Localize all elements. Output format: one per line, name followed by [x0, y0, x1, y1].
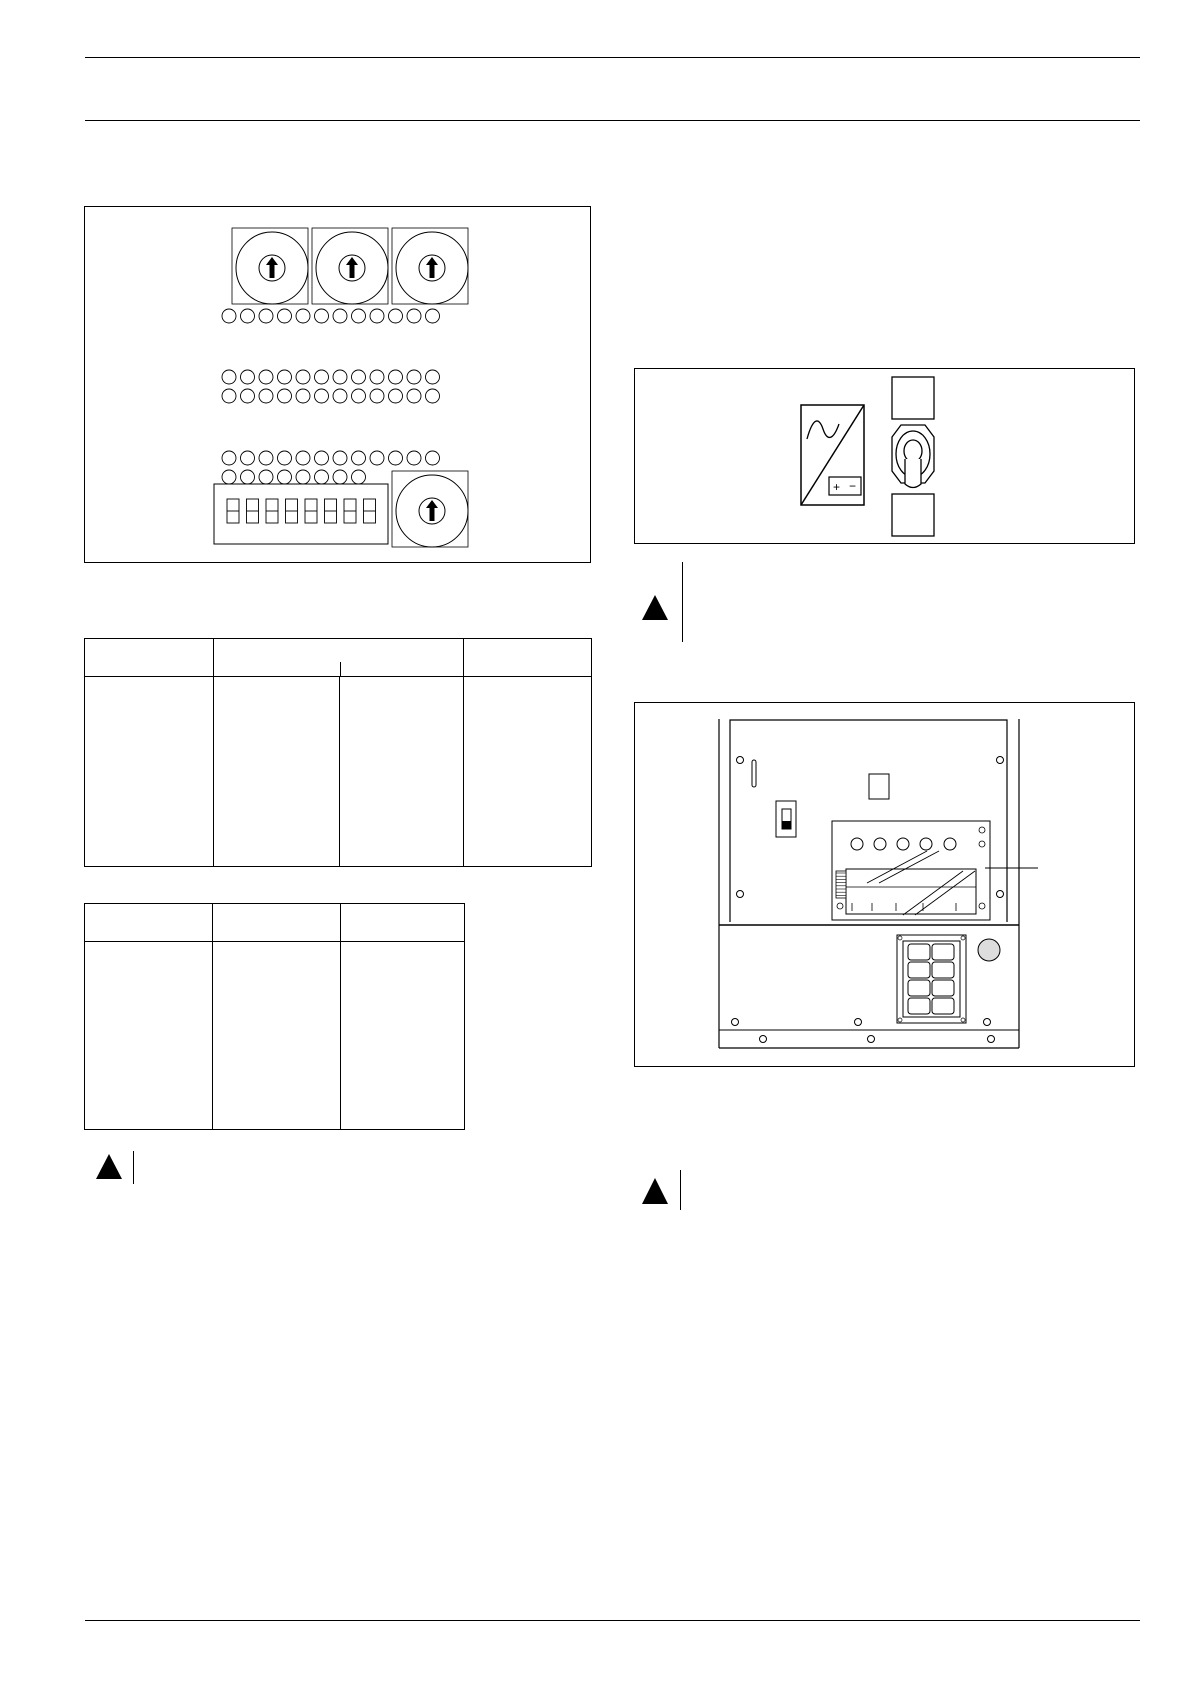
board-screw-icon — [979, 827, 985, 833]
table-one-header-2 — [214, 639, 464, 677]
table-two-cell — [213, 942, 341, 1130]
spec-table-one — [84, 638, 592, 867]
led-indicator — [278, 470, 292, 484]
table-two-header-1 — [85, 904, 213, 942]
board-screw-icon — [837, 903, 843, 909]
led-indicator — [241, 470, 255, 484]
led-indicator — [241, 309, 255, 323]
door-screw-icon — [997, 757, 1004, 764]
led-indicator — [370, 451, 384, 465]
ac-dc-converter-icon — [801, 405, 864, 505]
warning-one-bar — [133, 1151, 134, 1184]
led-indicator — [278, 451, 292, 465]
led-indicator — [222, 451, 236, 465]
led-indicator — [333, 370, 347, 384]
led-indicator — [315, 309, 329, 323]
led-indicator — [296, 470, 310, 484]
dip-switch-block-icon — [214, 484, 388, 544]
panel-screw-icon — [855, 1019, 862, 1026]
led-indicator — [259, 470, 273, 484]
board-knob-icon — [874, 838, 886, 850]
table-one-header-divider — [340, 662, 341, 676]
warning-three-bar — [680, 1170, 681, 1210]
led-indicator — [407, 389, 421, 403]
warning-two — [640, 562, 1120, 642]
led-indicator — [222, 470, 236, 484]
led-indicator — [352, 470, 366, 484]
control-board-figure — [84, 206, 591, 563]
panel-screw-icon — [988, 1036, 995, 1043]
board-screw-icon — [979, 903, 985, 909]
board-knob-icon — [897, 838, 909, 850]
led-indicator — [370, 309, 384, 323]
led-indicator — [259, 370, 273, 384]
table-one-header-1 — [85, 639, 214, 677]
panel-screw-icon — [984, 1019, 991, 1026]
indicator-window-icon — [869, 774, 889, 799]
led-indicator — [389, 309, 403, 323]
warning-two-bar — [682, 562, 683, 642]
led-indicator — [241, 370, 255, 384]
led-indicator — [333, 451, 347, 465]
breaker-switch-icon — [776, 801, 796, 837]
panel-screw-icon — [732, 1019, 739, 1026]
footer-rule — [85, 1620, 1140, 1621]
led-indicator — [407, 451, 421, 465]
warning-triangle-icon — [94, 1151, 124, 1181]
led-indicator — [389, 389, 403, 403]
board-knob-icon — [920, 838, 932, 850]
board-knob-icon — [851, 838, 863, 850]
led-indicator — [315, 451, 329, 465]
table-two-cell — [341, 942, 465, 1130]
door-screw-icon — [737, 757, 744, 764]
door-screw-icon — [737, 891, 744, 898]
warning-triangle-icon — [640, 1170, 670, 1210]
door-screw-icon — [997, 891, 1004, 898]
table-two-header-3 — [341, 904, 465, 942]
header-rule-bottom — [85, 120, 1140, 121]
led-indicator — [296, 451, 310, 465]
table-one-header-4 — [464, 639, 592, 677]
led-indicator — [222, 309, 236, 323]
table-one-cell — [464, 677, 592, 867]
led-indicator — [352, 451, 366, 465]
board-knob-icon — [944, 838, 956, 850]
led-indicator — [241, 451, 255, 465]
led-indicator — [352, 370, 366, 384]
led-indicator — [389, 451, 403, 465]
led-indicator — [407, 309, 421, 323]
panel-screw-icon — [868, 1036, 875, 1043]
led-indicator — [222, 389, 236, 403]
spec-table-two — [84, 903, 465, 1130]
led-indicator — [259, 309, 273, 323]
rotary-switch-icon — [392, 471, 468, 547]
mains-battery-switch-figure — [634, 368, 1135, 544]
header-rule-top — [85, 57, 1140, 58]
connector-strip-icon — [836, 871, 846, 898]
led-indicator — [333, 309, 347, 323]
led-indicator — [241, 389, 255, 403]
warning-one — [94, 1151, 494, 1185]
led-indicator — [259, 389, 273, 403]
led-indicator — [352, 389, 366, 403]
indicator-lamp-icon — [978, 939, 1000, 961]
keypad-icon — [897, 935, 966, 1023]
warning-triangle-icon — [640, 562, 670, 622]
table-two-header-2 — [213, 904, 341, 942]
led-indicator — [315, 370, 329, 384]
led-indicator — [352, 309, 366, 323]
led-indicator — [333, 470, 347, 484]
led-indicator — [278, 389, 292, 403]
board-screw-icon — [979, 841, 985, 847]
led-indicator — [426, 451, 440, 465]
led-indicator — [407, 370, 421, 384]
led-indicator — [315, 389, 329, 403]
control-panel-board — [832, 821, 990, 920]
rotary-switch-icon — [312, 228, 388, 304]
slot-icon — [752, 760, 756, 787]
rotary-switch-icon — [392, 228, 468, 304]
led-indicator — [389, 370, 403, 384]
cabinet-front-drawing — [635, 703, 1134, 1066]
led-indicator — [370, 389, 384, 403]
led-indicator — [333, 389, 347, 403]
mains-battery-switch-drawing — [635, 369, 1134, 543]
table-one-cell — [85, 677, 214, 867]
led-indicator — [296, 309, 310, 323]
led-indicator — [278, 370, 292, 384]
table-one-cell — [214, 677, 340, 867]
toggle-switch-icon — [892, 377, 934, 536]
cabinet-front-figure — [634, 702, 1135, 1067]
led-indicator — [278, 309, 292, 323]
control-board-drawing — [85, 207, 590, 562]
rotary-switch-icon — [232, 228, 308, 304]
svg-text:−: − — [849, 479, 857, 493]
led-indicator — [259, 451, 273, 465]
led-indicator — [296, 370, 310, 384]
svg-text:+: + — [833, 480, 841, 494]
led-indicator — [222, 370, 236, 384]
table-one-cell — [340, 677, 464, 867]
led-indicator — [296, 389, 310, 403]
led-indicator — [426, 309, 440, 323]
table-two-cell — [85, 942, 213, 1130]
led-indicator — [426, 389, 440, 403]
warning-three — [640, 1170, 1120, 1210]
panel-screw-icon — [760, 1036, 767, 1043]
led-indicator — [315, 470, 329, 484]
led-indicator — [426, 370, 440, 384]
led-indicator — [370, 370, 384, 384]
